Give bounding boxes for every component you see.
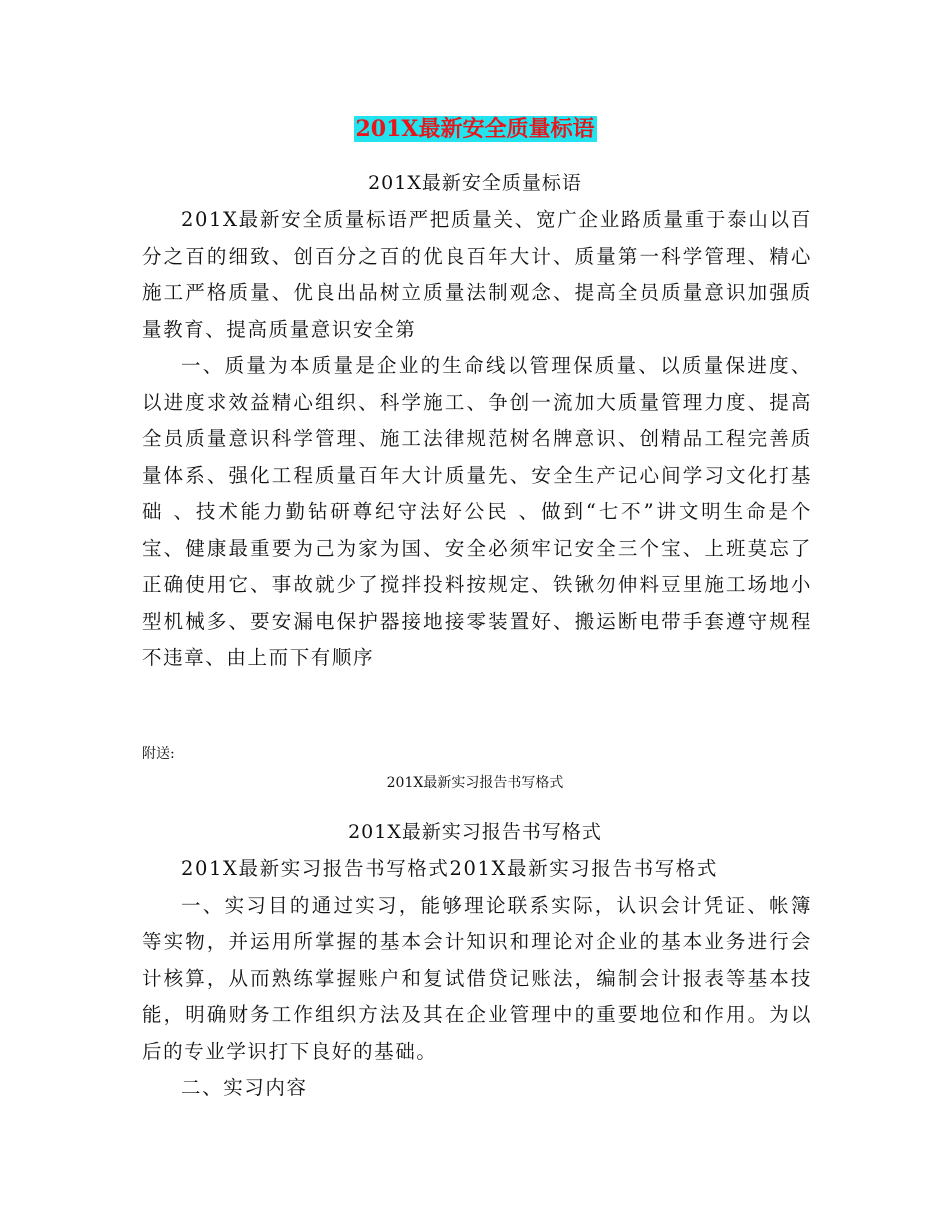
section-subtitle: 201X最新安全质量标语 [368, 172, 582, 194]
slogan-paragraph: 一、质量为本质量是企业的生命线以管理保质量、以质量保进度、以进度求效益精心组织、科学施工、争创一流加大质量管理力度、提高全员质量意识科学管理、施工法律规范树名牌意识、创精品工程完善质量体系、强化工程质量百年大计质量先、安全生产记心间学习文化打基础 、技术能力勤钻研尊纪守法好公民 、做到“七不”讲文明生命是个宝、健康最重要为己为家为国、安全必须牢记安全三个宝、上班莫忘了正确使用它、事故就少了搅拌投料按规定、铁锹勿伸料豆里施工场地小型机械多、要安漏电保护器接地接零装置好、搬运断电带手套遵守规程不违章、由上而下有顺序 [142, 354, 812, 669]
report-paragraph: 二、实习内容 [181, 1076, 308, 1099]
report-paragraph: 201X最新实习报告书写格式201X最新实习报告书写格式 [181, 857, 719, 880]
document-title [0, 112, 950, 146]
report-body [142, 851, 812, 1107]
appendix-subtitle: 201X最新实习报告书写格式 [348, 821, 602, 843]
slogan-body [142, 202, 812, 677]
appendix-label: 附送: [142, 746, 175, 762]
slogan-paragraph: 201X最新安全质量标语严把质量关、宽广企业路质量重于泰山以百分之百的细致、创百分之百的优良百年大计、质量第一科学管理、精心施工严格质量、优良出品树立质量法制观念、提高全员质量意识加强质量教育、提高质量意识安全第 [142, 208, 812, 341]
title-highlight: 201X最新安全质量标语 [355, 116, 595, 142]
appendix-small-title: 201X最新实习报告书写格式 [386, 775, 564, 791]
report-paragraph: 一、实习目的通过实习，能够理论联系实际，认识会计凭证、帐簿等实物，并运用所掌握的基本会计知识和理论对企业的基本业务进行会计核算，从而熟练掌握账户和复试借贷记账法，编制会计报表等基本技能，明确财务工作组织方法及其在企业管理中的重要地位和作用。为以后的专业学识打下良好的基础。 [142, 893, 812, 1063]
